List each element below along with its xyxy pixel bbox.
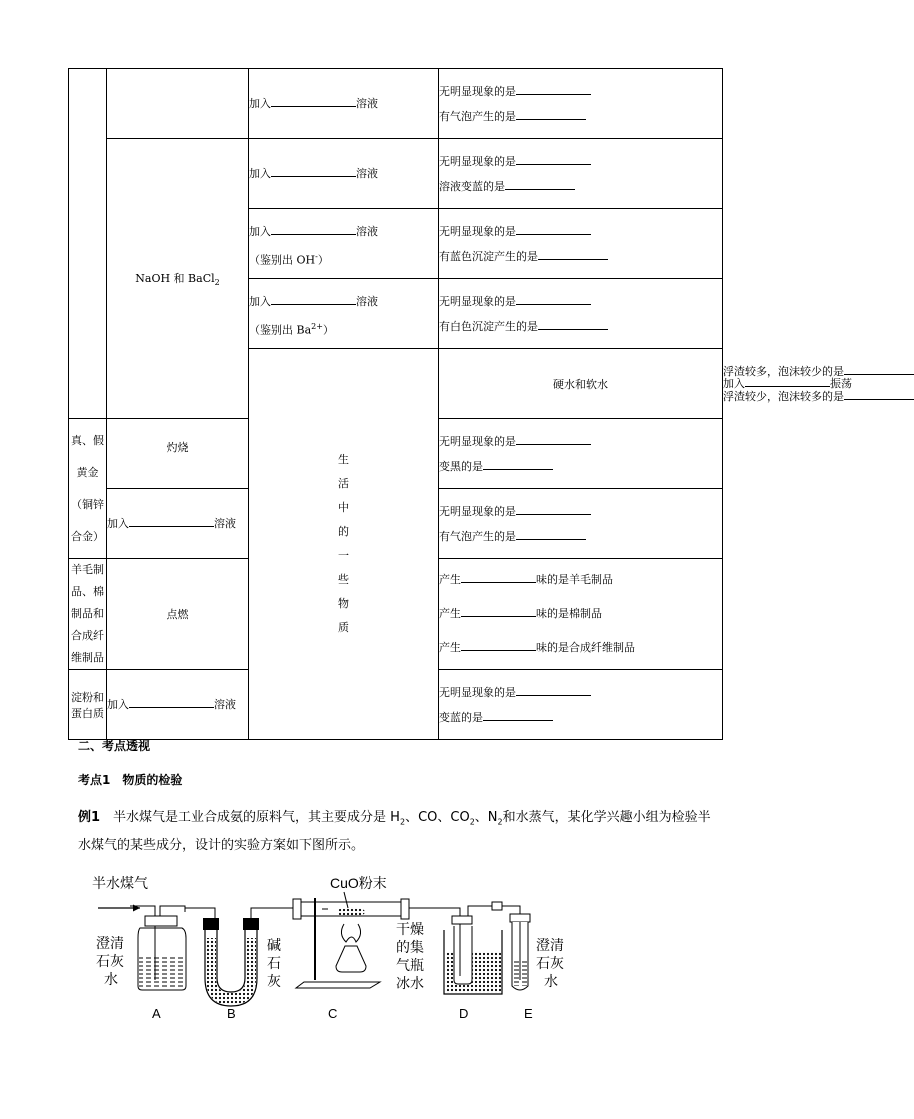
operation-cell: 加入 溶液 <box>249 139 439 209</box>
operation-cell: 加入 溶液 （鉴别出 OH-） <box>249 209 439 279</box>
dry-bottle-2: 的集 <box>396 939 424 955</box>
section-title: 二、考点透视 <box>78 739 151 753</box>
beaker-d <box>444 916 502 994</box>
bottle-a <box>130 906 186 990</box>
label-c: C <box>328 1006 338 1021</box>
soda-lime-1: 碱 <box>267 937 281 953</box>
test-tube-e <box>510 914 530 990</box>
observation-cell: 产生 味的是羊毛制品 产生 味的是棉制品 产生 味的是合成纤维制品 <box>439 559 723 670</box>
kaodian-title: 考点1 物质的检验 <box>78 773 183 787</box>
dry-bottle-3: 气瓶 <box>396 957 424 973</box>
cuo-label: CuO粉末 <box>330 875 387 891</box>
operation-cell: 加入 溶液 <box>107 670 249 740</box>
observation-cell: 无明显现象的是 变蓝的是 <box>439 670 723 740</box>
soda-lime-2: 石 <box>267 955 281 971</box>
operation-ignite: 点燃 <box>107 559 249 670</box>
group-cell-empty <box>69 69 107 419</box>
lime-water-e-3: 水 <box>544 973 558 989</box>
item-gold: 真、假黄金 （铜锌合金） <box>69 419 107 559</box>
label-d: D <box>459 1006 469 1021</box>
heating-tube-c <box>293 898 409 988</box>
item-naoh-bacl2: NaOH 和 BaCl$_2$ <box>107 139 249 419</box>
group-label-life: 生 活 中 的 一 些 物 质 <box>249 349 439 740</box>
lime-water-e-1: 澄清 <box>536 937 564 953</box>
observation-cell: 无明显现象的是 有气泡产生的是 <box>439 69 723 139</box>
example-paragraph: 例1 半水煤气是工业合成氨的原料气，其主要成分是 $H_2$、CO、$CO_2$、$N_2$和水蒸气，某化学兴趣小组为检验半水煤气的某些成分，设计的实验方案如下图所示。 <box>78 810 711 853</box>
label-a: A <box>152 1006 161 1021</box>
substance-test-table: 加入 溶液 无明显现象的是 有气泡产生的是 NaOH 和 BaCl$_2$ 加入 溶液 无明显现象的是 溶液变蓝的是 加入 溶液 （鉴别出 OH-） 无明显现象的是 有蓝色沉淀产生的是 加入 溶液 （鉴别出 $Ba^{2+}$） 无明显现象的是 有白色沉淀产生的是 生 活 中 的 一 些 物 质 硬水和软水 加入 振荡 浮渣较多，泡沫较少的是 浮渣较少，泡沫较多的是 真、假黄金 （铜锌合金） 灼烧 无明显现象的是 变黑的是 加入 溶液 无明显现象的是 有气泡产生的是 羊毛制品、棉制品和 合成纤维制品 点燃 产生 味的是羊毛制品 产生 味的是棉制品 产生 味的是合成纤维制品 淀粉和蛋白质 加入 溶液 无明显现象的是 变蓝的是 <box>68 68 723 740</box>
lime-water-a-3: 水 <box>104 971 118 987</box>
observation-cell: 无明显现象的是 有蓝色沉淀产生的是 <box>439 209 723 279</box>
operation-burn: 灼烧 <box>107 419 249 489</box>
item-hard-soft-water: 硬水和软水 <box>439 349 723 419</box>
lime-water-e-2: 石灰 <box>536 955 564 971</box>
lime-water-a-2: 石灰 <box>96 953 124 969</box>
observation-cell: 无明显现象的是 溶液变蓝的是 <box>439 139 723 209</box>
operation-cell: 加入 溶液 <box>249 69 439 139</box>
observation-cell: 无明显现象的是 有白色沉淀产生的是 <box>439 279 723 349</box>
label-b: B <box>227 1006 236 1021</box>
item-starch-protein: 淀粉和蛋白质 <box>69 670 107 740</box>
observation-cell: 无明显现象的是 有气泡产生的是 <box>439 489 723 559</box>
soda-lime-3: 灰 <box>267 973 281 989</box>
label-e: E <box>524 1006 533 1021</box>
inlet-label: 半水煤气 <box>92 875 148 891</box>
observation-cell: 无明显现象的是 变黑的是 <box>439 419 723 489</box>
apparatus-diagram <box>90 868 570 1028</box>
dry-bottle-4: 冰水 <box>396 975 424 991</box>
lime-water-a-1: 澄清 <box>96 935 124 951</box>
operation-cell: 加入 溶液 <box>107 489 249 559</box>
dry-bottle-1: 干燥 <box>396 921 424 937</box>
item-cell-empty <box>107 69 249 139</box>
u-tube-b <box>203 918 259 1006</box>
item-fibers: 羊毛制品、棉制品和 合成纤维制品 <box>69 559 107 670</box>
operation-cell: 加入 溶液 （鉴别出 $Ba^{2+}$） <box>249 279 439 349</box>
